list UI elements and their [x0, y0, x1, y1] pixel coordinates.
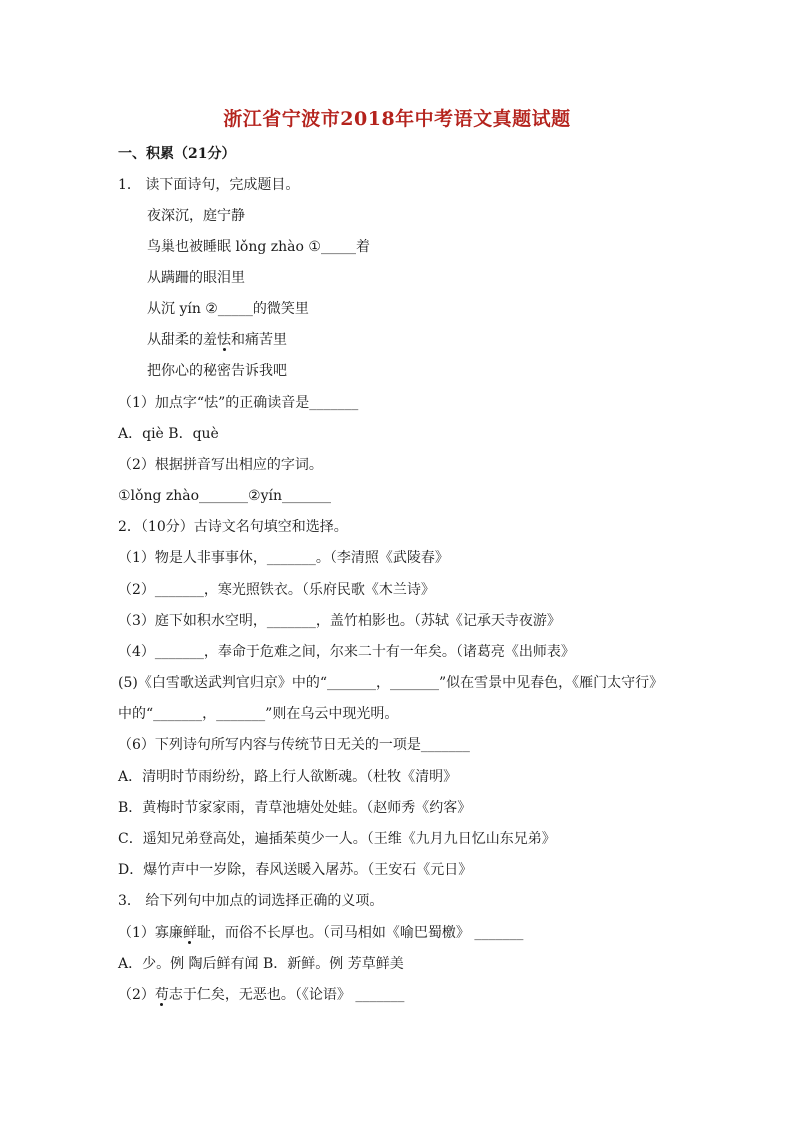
question-2-item: (5)《白雪歌送武判官归京》中的“_______，_______”似在雪景中见春色，《雁门太守行》: [118, 675, 664, 691]
question-2-item: 中的“_______，_______”则在乌云中现光明。: [118, 706, 399, 722]
poem-text: 和痛苦里: [231, 332, 287, 348]
poem-line: 把你心的秘密告诉我吧: [147, 363, 287, 379]
dotted-character: 鲜: [182, 925, 197, 941]
sentence-text: 志于仁矣，无恶也。（《论语》 _______: [168, 987, 405, 1003]
question-3-stem: 3． 给下列句中加点的词选择正确的义项。: [118, 893, 384, 909]
poem-text: 从甜柔的羞: [147, 332, 217, 348]
question-3-sub2: [118, 985, 404, 1005]
question-2-item: （1）物是人非事事休，_______。（李清照《武陵春》: [118, 550, 449, 566]
question-2-option: C．遥知兄弟登高处，遍插茱萸少一人。（王维《九月九日忆山东兄弟》: [118, 831, 556, 847]
question-2-option: D．爆竹声中一岁除，春风送暖入屠苏。（王安石《元日》: [118, 862, 473, 878]
question-2-item: （3）庭下如积水空明，_______，盖竹柏影也。（苏轼《记承天寺夜游》: [118, 613, 561, 629]
question-1-sub1-options: A．qiè B．què: [118, 426, 219, 442]
poem-line: 从蹒跚的眼泪里: [147, 270, 245, 286]
dotted-character: 苟: [154, 987, 169, 1003]
question-1-sub2: （2）根据拼音写出相应的字词。: [118, 457, 323, 473]
question-2-option: A．清明时节雨纷纷，路上行人欲断魂。（杜牧《清明》: [118, 769, 458, 785]
dotted-character: 怯: [217, 332, 231, 348]
section-heading: 一、积累（21分）: [118, 146, 236, 162]
question-3-sub1: [118, 923, 523, 943]
sentence-text: （2）: [118, 987, 155, 1003]
question-2-stem: 2．（10分）古诗文名句填空和选择。: [118, 519, 348, 535]
question-3-sub1-options: A．少。例 陶后鲜有闻 B．新鲜。例 芳草鲜美: [118, 956, 404, 972]
sentence-text: 耻，而俗不长厚也。（司马相如《喻巴蜀檄》 _______: [196, 925, 524, 941]
question-2-option: B．黄梅时节家家雨，青草池塘处处蛙。（赵师秀《约客》: [118, 800, 472, 816]
sentence-text: （1）寡廉: [118, 925, 183, 941]
poem-line: [147, 330, 287, 350]
poem-line: 从沉 yín ②_____的微笑里: [147, 301, 309, 317]
question-2-item: （2）_______，寒光照铁衣。（乐府民歌《木兰诗》: [118, 582, 435, 598]
question-2-item: （4）_______，奉命于危难之间，尔来二十有一年矣。（诸葛亮《出师表》: [118, 644, 575, 660]
question-2-item: （6）下列诗句所写内容与传统节日无关的一项是_______: [118, 737, 470, 753]
poem-line: 夜深沉，庭宁静: [147, 208, 245, 224]
page-title: 浙江省宁波市2018年中考语文真题试题: [223, 108, 571, 130]
question-1-sub2-blanks: ①lǒng zhào_______②yín_______: [118, 488, 332, 504]
question-1-stem: 1． 读下面诗句，完成题目。: [118, 177, 300, 193]
poem-line: 鸟巢也被睡眠 lǒng zhào ①_____着: [147, 239, 370, 255]
question-1-sub1: （1）加点字“怯”的正确读音是_______: [118, 395, 359, 411]
